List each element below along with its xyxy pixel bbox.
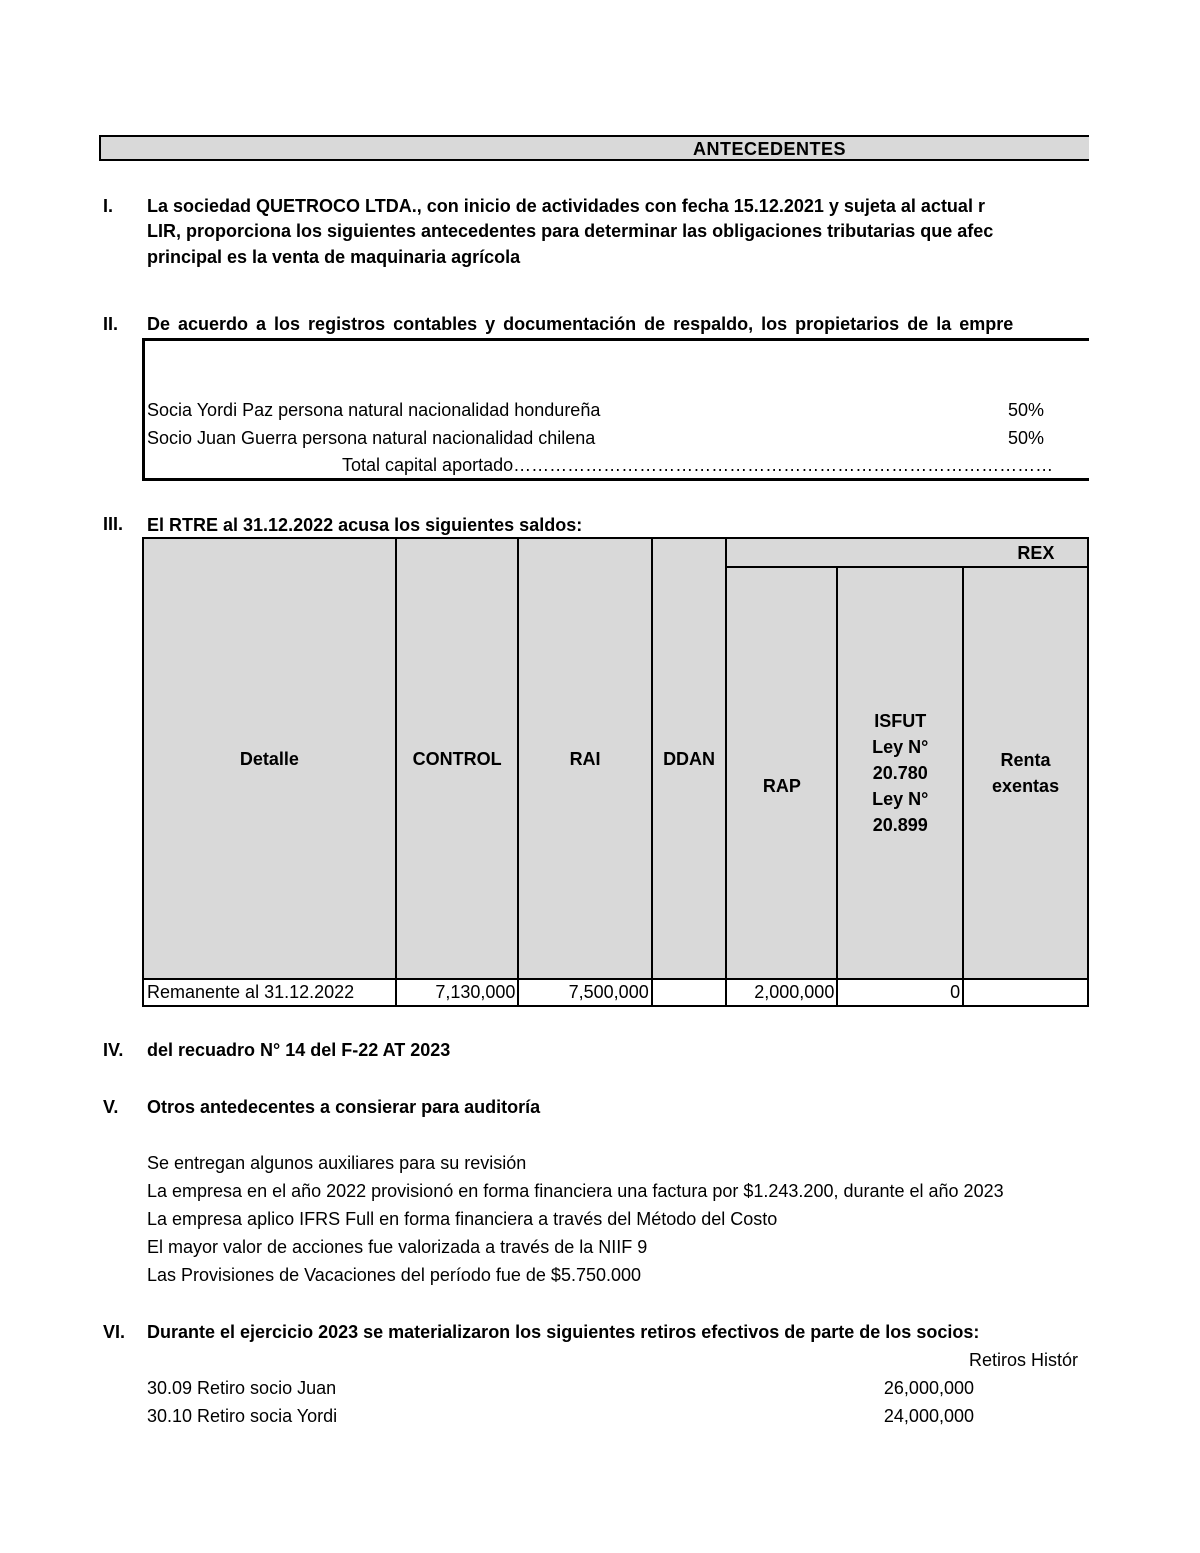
row-label: Remanente al 31.12.2022 bbox=[143, 979, 396, 1006]
section-3-text: El RTRE al 31.12.2022 acusa los siguientes saldos: bbox=[147, 515, 583, 535]
list-item: La empresa en el año 2022 provisionó en forma financiera una factura por $1.243.200, durante el año 2023 bbox=[147, 1181, 1004, 1201]
section-1-number: I. bbox=[103, 196, 114, 216]
col-rai-header: RAI bbox=[518, 538, 651, 979]
row-renta-exentas bbox=[963, 979, 1088, 1006]
total-capital-label: Total capital aportado……………………………………………………………………………… bbox=[342, 455, 1054, 475]
partner-1-name: Socia Yordi Paz persona natural nacionalidad hondureña bbox=[147, 400, 601, 420]
withdrawal-1-amount: 26,000,000 bbox=[883, 1378, 974, 1398]
partner-2-percentage: 50% bbox=[1008, 428, 1045, 448]
section-2-number: II. bbox=[103, 314, 119, 334]
section-6-text: Durante el ejercicio 2023 se materializaron los siguientes retiros efectivos de parte de los socios: bbox=[147, 1322, 980, 1342]
section-1-line-1: La sociedad QUETROCO LTDA., con inicio de actividades con fecha 15.12.2021 y sujeta al actual r bbox=[147, 196, 985, 216]
col-detalle-header: Detalle bbox=[143, 538, 396, 979]
col-rap-header: RAP bbox=[726, 567, 837, 979]
isfut-line-4: Ley N° bbox=[872, 789, 929, 809]
page-title: ANTECEDENTES bbox=[693, 139, 847, 159]
partner-2-name: Socio Juan Guerra persona natural nacionalidad chilena bbox=[147, 428, 596, 448]
withdrawals-column-header: Retiros Histór bbox=[969, 1350, 1079, 1370]
section-5-text: Otros antedecentes a consierar para auditoría bbox=[147, 1097, 541, 1117]
section-1-line-2: LIR, proporciona los siguientes antecedentes para determinar las obligaciones tributarias que afec bbox=[147, 221, 994, 241]
col-control-header: CONTROL bbox=[396, 538, 519, 979]
table-row bbox=[143, 979, 1088, 1006]
section-1-line-3: principal es la venta de maquinaria agrícola bbox=[147, 247, 521, 267]
row-rai: 7,500,000 bbox=[518, 979, 651, 1006]
section-4-number: IV. bbox=[103, 1040, 124, 1060]
partner-1-percentage: 50% bbox=[1008, 400, 1045, 420]
row-rap: 2,000,000 bbox=[726, 979, 837, 1006]
section-3-number: III. bbox=[103, 514, 124, 534]
list-item: Las Provisiones de Vacaciones del período fue de $5.750.000 bbox=[147, 1265, 642, 1285]
withdrawal-1-label: 30.09 Retiro socio Juan bbox=[147, 1378, 337, 1398]
isfut-line-5: 20.899 bbox=[872, 815, 928, 835]
antecedentes-header bbox=[99, 135, 1089, 161]
row-control: 7,130,000 bbox=[396, 979, 519, 1006]
withdrawal-2-label: 30.10 Retiro socia Yordi bbox=[147, 1406, 338, 1426]
list-item: La empresa aplico IFRS Full en forma financiera a través del Método del Costo bbox=[147, 1209, 778, 1229]
isfut-line-1: ISFUT bbox=[874, 711, 927, 731]
col-ddan-header: DDAN bbox=[652, 538, 727, 979]
rex-group-header: REX bbox=[726, 538, 1088, 567]
withdrawal-2-amount: 24,000,000 bbox=[883, 1406, 974, 1426]
list-item: Se entregan algunos auxiliares para su revisión bbox=[147, 1153, 527, 1173]
col-isfut-header bbox=[837, 567, 963, 979]
list-item: El mayor valor de acciones fue valorizada a través de la NIIF 9 bbox=[147, 1237, 648, 1257]
section-6-number: VI. bbox=[103, 1322, 126, 1342]
isfut-line-3: 20.780 bbox=[872, 763, 928, 783]
section-2-text: De acuerdo a los registros contables y documentación de respaldo, los propietarios de la empre bbox=[147, 314, 1014, 334]
row-ddan bbox=[652, 979, 727, 1006]
row-isfut: 0 bbox=[837, 979, 963, 1006]
section-4-text: del recuadro N° 14 del F-22 AT 2023 bbox=[147, 1040, 451, 1060]
renta-line-2: exentas bbox=[992, 776, 1060, 796]
rtre-table bbox=[142, 537, 1089, 1007]
col-renta-exentas-header bbox=[963, 567, 1088, 979]
renta-line-1: Renta bbox=[1000, 750, 1051, 770]
section-5-number: V. bbox=[103, 1097, 119, 1117]
isfut-line-2: Ley N° bbox=[872, 737, 929, 757]
